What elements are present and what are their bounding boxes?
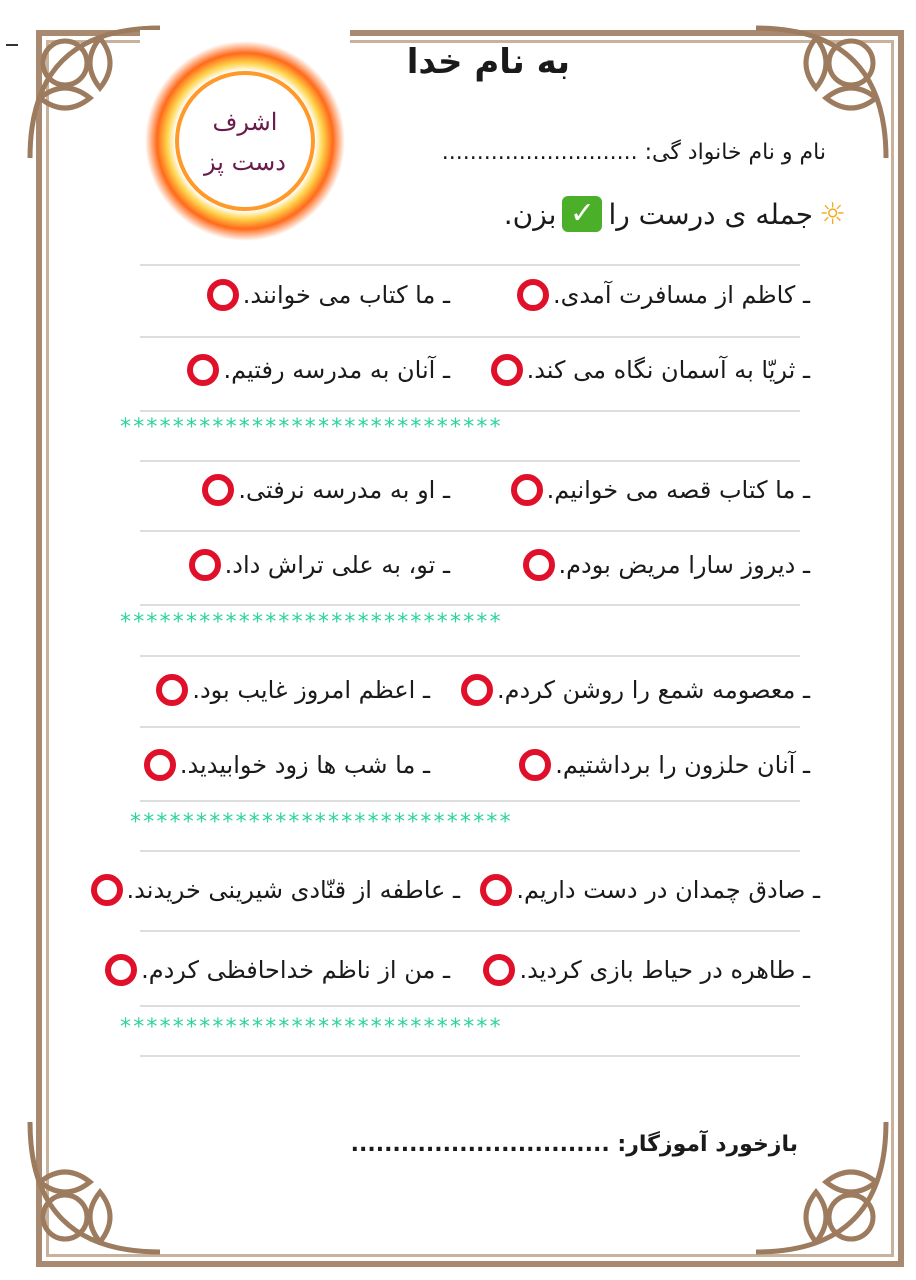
sentence-item xyxy=(152,665,430,715)
sentence-text: ـ آنان حلزون را برداشتیم. xyxy=(555,751,810,779)
sentence-item xyxy=(457,665,810,715)
ruled-line xyxy=(140,264,800,266)
sentence-row xyxy=(100,945,820,995)
ruled-line xyxy=(140,726,800,728)
answer-circle[interactable] xyxy=(519,749,551,781)
sentence-item xyxy=(183,345,450,395)
sentence-text: ـ ما کتاب قصه می خوانیم. xyxy=(546,476,810,504)
sentence-text: ـ اعظم امروز غایب بود. xyxy=(192,676,430,704)
sentence-row xyxy=(100,540,820,590)
ruled-line xyxy=(140,850,800,852)
sentence-item xyxy=(140,740,430,790)
sentence-item xyxy=(203,270,450,320)
sentence-text: ـ ما شب ها زود خوابیدید. xyxy=(179,751,430,779)
instruction-text-after: بزن. xyxy=(503,197,557,231)
answer-circle[interactable] xyxy=(105,954,137,986)
answer-circle[interactable] xyxy=(461,674,493,706)
sentence-row xyxy=(100,465,820,515)
answer-circle[interactable] xyxy=(202,474,234,506)
ruled-line xyxy=(140,410,800,412)
star-separator: ***************************** xyxy=(130,810,513,835)
ruled-line xyxy=(140,1005,800,1007)
ruled-line xyxy=(140,930,800,932)
sentence-text: ـ عاطفه از قنّادی شیرینی خریدند. xyxy=(126,876,460,904)
teacher-feedback xyxy=(351,1132,798,1157)
sentence-text: ـ آنان به مدرسه رفتیم. xyxy=(223,356,450,384)
sentence-text: ـ من از ناظم خداحافظی کردم. xyxy=(141,956,450,984)
ruled-line xyxy=(140,336,800,338)
name-field xyxy=(442,140,826,165)
sentence-text: ـ صادق چمدان در دست داریم. xyxy=(516,876,820,904)
answer-circle[interactable] xyxy=(511,474,543,506)
ornament-corner-bottom-left xyxy=(20,1112,170,1262)
answer-circle[interactable] xyxy=(91,874,123,906)
sentence-item xyxy=(515,740,810,790)
sentence-item xyxy=(479,945,810,995)
corner-dash xyxy=(6,44,18,46)
fire-ring-icon xyxy=(140,30,350,252)
sentence-item xyxy=(87,865,460,915)
sentence-item xyxy=(507,465,810,515)
feedback-label: بازخورد آموزگار: xyxy=(617,1132,798,1157)
answer-circle[interactable] xyxy=(480,874,512,906)
answer-circle[interactable] xyxy=(187,354,219,386)
logo xyxy=(140,30,350,252)
star-separator: ***************************** xyxy=(120,1015,503,1040)
sentence-text: ـ کاظم از مسافرت آمدی. xyxy=(552,281,810,309)
sentence-item xyxy=(519,540,810,590)
sentence-text: ـ ثریّا به آسمان نگاه می کند. xyxy=(526,356,810,384)
name-field-label: نام و نام خانواد گی: xyxy=(644,140,826,165)
ruled-line xyxy=(140,604,800,606)
sentence-text: ـ ما کتاب می خوانند. xyxy=(242,281,450,309)
feedback-blank[interactable]: ............................... xyxy=(350,1132,610,1157)
answer-circle[interactable] xyxy=(483,954,515,986)
sun-icon: ☼ xyxy=(819,196,846,232)
instruction-text-before: جمله ی درست را xyxy=(608,197,814,231)
sentence-text: ـ طاهره در حیاط بازی کردید. xyxy=(519,956,810,984)
answer-circle[interactable] xyxy=(156,674,188,706)
page-title: به نام خدا xyxy=(406,42,570,82)
sentence-item xyxy=(476,865,820,915)
sentence-row xyxy=(100,665,820,715)
answer-circle[interactable] xyxy=(523,549,555,581)
sentence-text: ـ او به مدرسه نرفتی. xyxy=(238,476,450,504)
sentence-item xyxy=(198,465,450,515)
logo-line-2: دست پز xyxy=(204,148,286,176)
check-mark-icon: ✓ xyxy=(562,196,602,232)
answer-circle[interactable] xyxy=(189,549,221,581)
sentence-item xyxy=(185,540,450,590)
sentence-item xyxy=(487,345,810,395)
sentence-item xyxy=(101,945,450,995)
answer-circle[interactable] xyxy=(517,279,549,311)
logo-line-1: اشرف xyxy=(212,108,278,136)
sentence-row xyxy=(100,865,820,915)
answer-circle[interactable] xyxy=(207,279,239,311)
star-separator: ***************************** xyxy=(120,610,503,635)
ruled-line xyxy=(140,1055,800,1057)
sentence-item xyxy=(513,270,810,320)
sentence-row xyxy=(100,345,820,395)
sentence-row xyxy=(100,740,820,790)
answer-circle[interactable] xyxy=(144,749,176,781)
ruled-line xyxy=(140,655,800,657)
instruction xyxy=(504,196,846,232)
sentence-text: ـ تو، به علی تراش داد. xyxy=(224,551,450,579)
name-field-blank[interactable]: ............................ xyxy=(441,140,638,165)
answer-circle[interactable] xyxy=(491,354,523,386)
ruled-line xyxy=(140,460,800,462)
ruled-line xyxy=(140,530,800,532)
ruled-line xyxy=(140,800,800,802)
sentence-row xyxy=(100,270,820,320)
sentence-text: ـ معصومه شمع را روشن کردم. xyxy=(497,676,810,704)
sentence-text: ـ دیروز سارا مریض بودم. xyxy=(558,551,810,579)
star-separator: ***************************** xyxy=(120,415,503,440)
